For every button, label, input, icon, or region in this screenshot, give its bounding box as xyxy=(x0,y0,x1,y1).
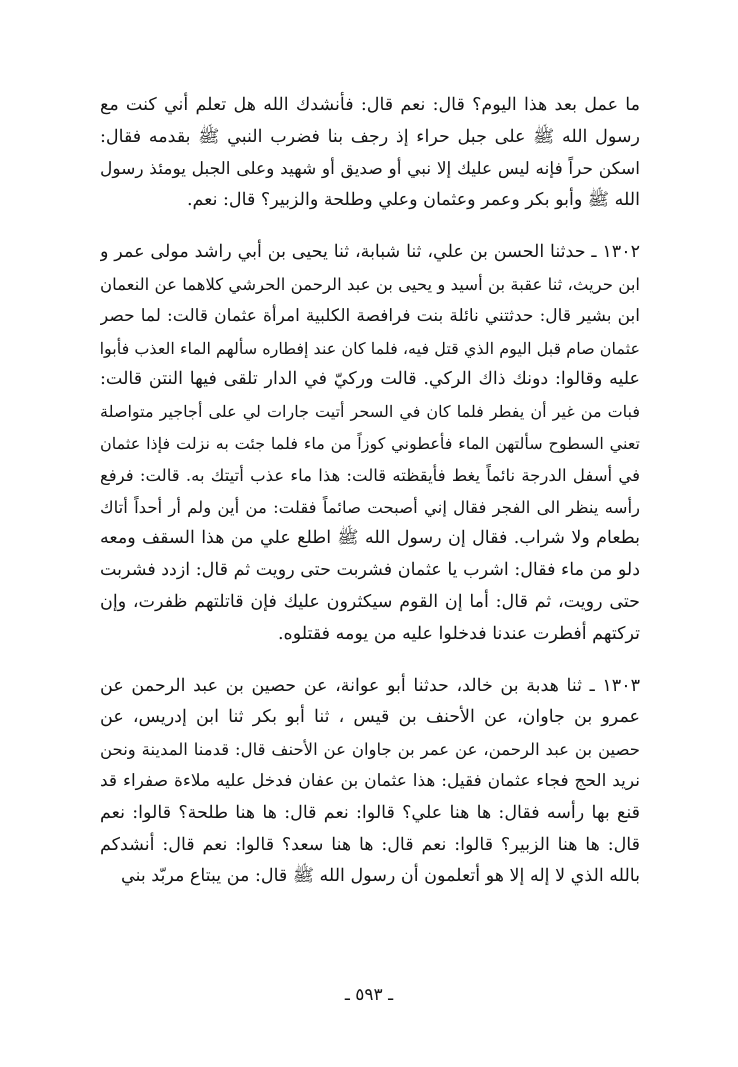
paragraph-continuation xyxy=(100,90,640,217)
text-line: دلو من ماء فقال: اشرب يا عثمان فشربت حتى رويت ثم قال: ازدد فشربت xyxy=(100,560,640,581)
text-line: الله ﷺ وأبو بكر وعمر وعثمان وعلي وطلحة والزبير؟ قال: نعم. xyxy=(186,190,640,211)
text-line: ١٣٠٢ ـ حدثنا الحسن بن علي، ثنا شبابة، ثنا يحيى بن أبي راشد مولى عمر و xyxy=(100,242,640,263)
text-line: تعني السطوح سألتهن الماء فأعطوني كوزاً من ماء فلما جئت به نزلت فإذا عثمان xyxy=(100,433,640,453)
text-line: عليه وقالوا: دونك ذاك الركي. قالت وركيّ في الدار تلقى فيها النتن قالت: xyxy=(100,369,640,390)
text-line: ١٣٠٣ ـ ثنا هدبة بن خالد، حدثنا أبو عوانة، عن حصين بن عبد الرحمن عن xyxy=(100,675,640,696)
text-line: تركتهم أفطرت عندنا فدخلوا عليه من يومه فقتلوه. xyxy=(277,623,640,644)
text-line: اسكن حراً فإنه ليس عليك إلا نبي أو صديق أو شهيد وعلى الجبل يومئذ رسول xyxy=(100,158,640,179)
text-line: ابن بشير قال: حدثتني نائلة بنت فرافصة الكلبية امرأة عثمان قالت: لما حصر xyxy=(100,305,640,326)
text-line: ابن حريث، ثنا عقبة بن أسيد و يحيى بن عبد الرحمن الحرشي كلاهما عن النعمان xyxy=(100,274,640,294)
paragraph-hadith-1303 xyxy=(100,671,640,894)
paragraph-hadith-1302 xyxy=(100,237,640,650)
page-body xyxy=(100,90,640,893)
text-line: حتى رويت، ثم قال: أما إن القوم سيكثرون عليك فإن قاتلتهم ظفرت، وإن xyxy=(100,591,640,612)
text-line: رسول الله ﷺ على جبل حراء إذ رجف بنا فضرب النبي ﷺ بقدمه فقال: xyxy=(100,126,640,147)
text-line: بالله الذي لا إله إلا هو أتعلمون أن رسول الله ﷺ قال: من يبتاع مربّد بني xyxy=(120,866,640,887)
text-line: في أسفل الدرجة نائماً يغط فأيقظته قالت: هذا ماء عذب أتيتك به. قالت: فرفع xyxy=(100,465,640,485)
paragraph-gap xyxy=(100,651,640,671)
text-line: حصين بن عبد الرحمن، عن عمر بن جاوان عن الأحنف قال: قدمنا المدينة ونحن xyxy=(100,740,640,760)
text-line: رأسه ينظر الى الفجر فقال إني أصبحت صائماً فقلت: من أين ولم أر أحداً أتاك xyxy=(100,497,640,517)
text-line: عمرو بن جاوان، عن الأحنف بن قيس ، ثنا أبو بكر ثنا ابن إدريس، عن xyxy=(100,707,640,728)
text-line: بطعام ولا شراب. فقال إن رسول الله ﷺ اطلع علي من هذا السقف ومعه xyxy=(100,528,640,549)
text-line: نريد الحج فجاء عثمان فقيل: هذا عثمان بن عفان فدخل عليه ملاءة صفراء قد xyxy=(100,770,640,791)
text-line: قال: ها هنا الزبير؟ قالوا: نعم قال: ها هنا سعد؟ قالوا: نعم قال: أنشدكم xyxy=(100,834,640,855)
text-line: ما عمل بعد هذا اليوم؟ قال: نعم قال: فأنشدك الله هل تعلم أني كنت مع xyxy=(100,95,640,115)
text-line: فبات من غير أن يفطر فلما كان في السحر أتيت جارات لي على أجاجير متواصلة xyxy=(100,402,640,422)
text-line: عثمان صام قبل اليوم الذي قتل فيه، فلما كان عند إفطاره سألهم الماء العذب فأبوا xyxy=(100,338,640,358)
text-line: قنع بها رأسه فقال: ها هنا علي؟ قالوا: نعم قال: ها هنا طلحة؟ قالوا: نعم xyxy=(100,802,640,823)
page-number: ـ ٥٩٣ ـ xyxy=(344,985,394,1005)
paragraph-gap xyxy=(100,217,640,237)
